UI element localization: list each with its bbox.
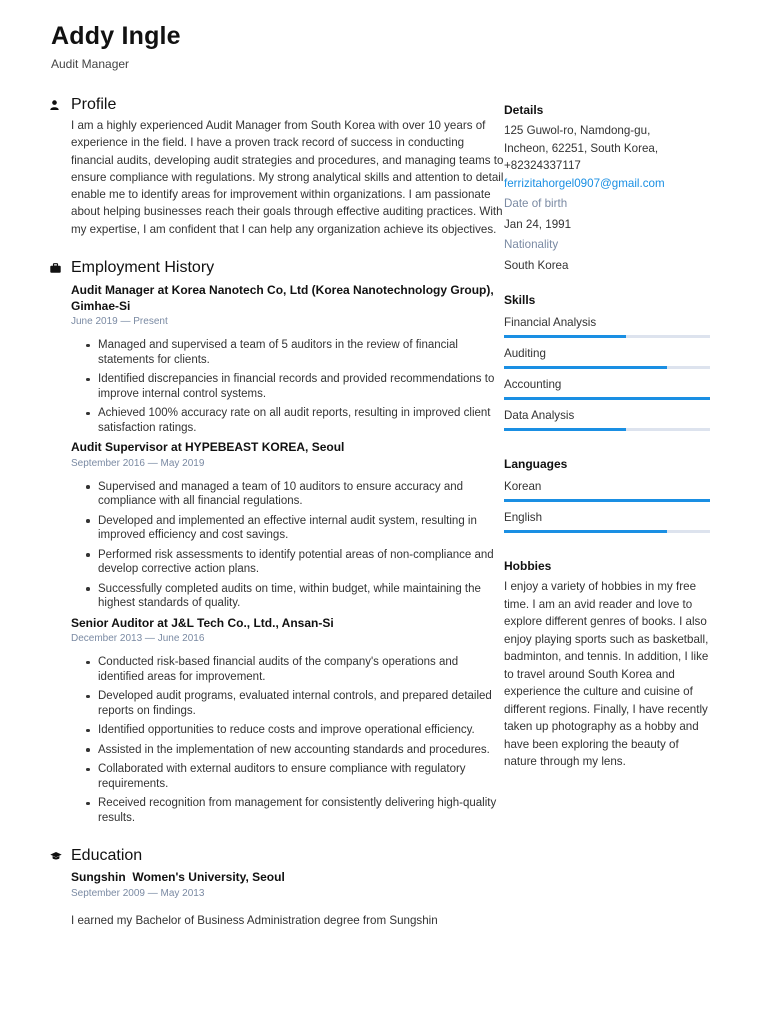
language-level-fill bbox=[504, 530, 667, 533]
job-entry bbox=[71, 283, 504, 435]
job-bullet: Collaborated with external auditors to ensure compliance with regulatory requirements. bbox=[71, 762, 504, 791]
languages-section bbox=[504, 457, 710, 533]
skill-level-track bbox=[504, 366, 710, 369]
job-bullet: Successfully completed audits on time, within budget, while maintaining the highest standards of quality. bbox=[71, 582, 504, 611]
employment-heading bbox=[50, 259, 504, 277]
skill-label: Accounting bbox=[504, 378, 562, 391]
education-entry bbox=[71, 870, 504, 927]
employment-title: Employment History bbox=[71, 259, 215, 277]
education-heading bbox=[50, 847, 504, 865]
job-entry bbox=[71, 616, 504, 826]
skill-item bbox=[504, 377, 710, 400]
language-level-track bbox=[504, 530, 710, 533]
graduation-cap-icon bbox=[50, 848, 71, 864]
briefcase-icon bbox=[50, 260, 71, 276]
skill-label: Auditing bbox=[504, 347, 546, 360]
skill-item bbox=[504, 346, 710, 369]
job-bullet: Conducted risk-based financial audits of the company's operations and identified areas for improvement. bbox=[71, 655, 504, 684]
candidate-role: Audit Manager bbox=[51, 57, 130, 71]
language-item bbox=[504, 479, 710, 502]
job-bullets bbox=[71, 338, 504, 435]
job-bullet: Managed and supervised a team of 5 auditors in the review of financial statements for clients. bbox=[71, 338, 504, 367]
address-line: Incheon, 62251, South Korea, bbox=[504, 141, 659, 155]
email-link[interactable]: ferrizitahorgel0907@gmail.com bbox=[504, 176, 665, 190]
details-title: Details bbox=[504, 103, 544, 117]
skill-item bbox=[504, 315, 710, 338]
language-level-track bbox=[504, 499, 710, 502]
job-date: September 2016 — May 2019 bbox=[71, 457, 205, 469]
education-date: September 2009 — May 2013 bbox=[71, 887, 205, 899]
education-title: Education bbox=[71, 847, 143, 865]
languages-list bbox=[504, 479, 710, 533]
skills-list bbox=[504, 315, 710, 431]
main-column bbox=[50, 96, 504, 927]
job-bullet: Achieved 100% accuracy rate on all audit reports, resulting in improved client satisfaction ratings. bbox=[71, 406, 504, 435]
skill-label: Data Analysis bbox=[504, 409, 575, 422]
language-level-fill bbox=[504, 499, 710, 502]
language-label: Korean bbox=[504, 480, 542, 493]
dob-value: Jan 24, 1991 bbox=[504, 218, 572, 231]
job-title: Audit Manager at Korea Nanotech Co, Ltd (Korea Nanotechnology Group), Gimhae-Si bbox=[71, 283, 494, 313]
job-date: June 2019 — Present bbox=[71, 316, 168, 328]
skill-level-fill bbox=[504, 366, 667, 369]
job-bullet: Supervised and managed a team of 10 auditors to ensure accuracy and compliance with all financial regulations. bbox=[71, 480, 504, 509]
nationality-value: South Korea bbox=[504, 259, 569, 272]
profile-section bbox=[50, 96, 504, 238]
skill-level-fill bbox=[504, 397, 710, 400]
job-entry bbox=[71, 440, 504, 611]
job-title: Audit Supervisor at HYPEBEAST KOREA, Seoul bbox=[71, 440, 345, 455]
skill-label: Financial Analysis bbox=[504, 316, 597, 329]
skill-level-track bbox=[504, 335, 710, 338]
job-bullet: Identified opportunities to reduce costs and improve operational efficiency. bbox=[71, 723, 504, 738]
job-bullet: Assisted in the implementation of new accounting standards and procedures. bbox=[71, 743, 504, 758]
candidate-name: Addy Ingle bbox=[51, 22, 181, 50]
sidebar bbox=[504, 103, 710, 771]
job-bullet: Developed audit programs, evaluated internal controls, and prepared detailed reports on findings. bbox=[71, 689, 504, 718]
job-bullets bbox=[71, 655, 504, 825]
details-section bbox=[504, 103, 710, 274]
skill-level-track bbox=[504, 397, 710, 400]
skills-section bbox=[504, 293, 710, 431]
profile-text: I am a highly experienced Audit Manager from South Korea with over 10 years of experience in the field. I have a proven track record of success in conducting financial audits, developing audit strategies and procedures, and managing teams to ensure compliance with regulations. My strong analytical skills and attention to detail enable me to identify areas for improvement within organizations. I am passionate about helping businesses reach their goals through effective auditing practices. With my expertise, I am confident that I can help any organization achieve its objectives. bbox=[71, 119, 504, 236]
education-section bbox=[50, 847, 504, 927]
job-bullet: Developed and implemented an effective internal audit system, resulting in improved efficiency and cost savings. bbox=[71, 514, 504, 543]
profile-heading bbox=[50, 96, 504, 114]
hobbies-text: I enjoy a variety of hobbies in my free time. I am an avid reader and love to explore different genres of books. I also enjoy playing sports such as basketball, badminton, and tennis. In addition, I like to travel around South Korea and experience the culture and cuisine of different regions. Finally, I have recently taken up photography as a hobby and have been exploring the beauty of nature through my lens. bbox=[504, 580, 709, 768]
language-item bbox=[504, 510, 710, 533]
hobbies-title: Hobbies bbox=[504, 559, 552, 573]
skill-level-fill bbox=[504, 428, 626, 431]
job-bullets bbox=[71, 480, 504, 611]
skill-level-fill bbox=[504, 335, 626, 338]
skills-title: Skills bbox=[504, 293, 536, 307]
address-line: 125 Guwol-ro, Namdong-gu, bbox=[504, 124, 651, 137]
profile-title: Profile bbox=[71, 96, 117, 113]
dob-label: Date of birth bbox=[504, 197, 568, 210]
language-label: English bbox=[504, 511, 543, 524]
job-bullet: Identified discrepancies in financial records and provided recommendations to improve internal control systems. bbox=[71, 372, 504, 401]
hobbies-section bbox=[504, 559, 710, 771]
job-bullet: Received recognition from management for consistently delivering high-quality results. bbox=[71, 796, 504, 825]
languages-title: Languages bbox=[504, 457, 568, 471]
job-date: December 2013 — June 2016 bbox=[71, 633, 205, 645]
person-icon bbox=[50, 97, 71, 113]
nationality-label: Nationality bbox=[504, 238, 559, 251]
education-description: I earned my Bachelor of Business Administration degree from Sungshin bbox=[71, 913, 438, 927]
phone-number: +82324337117 bbox=[504, 159, 581, 172]
employment-section bbox=[50, 259, 504, 825]
job-bullet: Performed risk assessments to identify potential areas of non-compliance and develop corrective action plans. bbox=[71, 548, 504, 577]
skill-item bbox=[504, 408, 710, 431]
school-name: Sungshin Women's University, Seoul bbox=[71, 870, 285, 885]
job-title: Senior Auditor at J&L Tech Co., Ltd., Ansan-Si bbox=[71, 615, 334, 630]
skill-level-track bbox=[504, 428, 710, 431]
